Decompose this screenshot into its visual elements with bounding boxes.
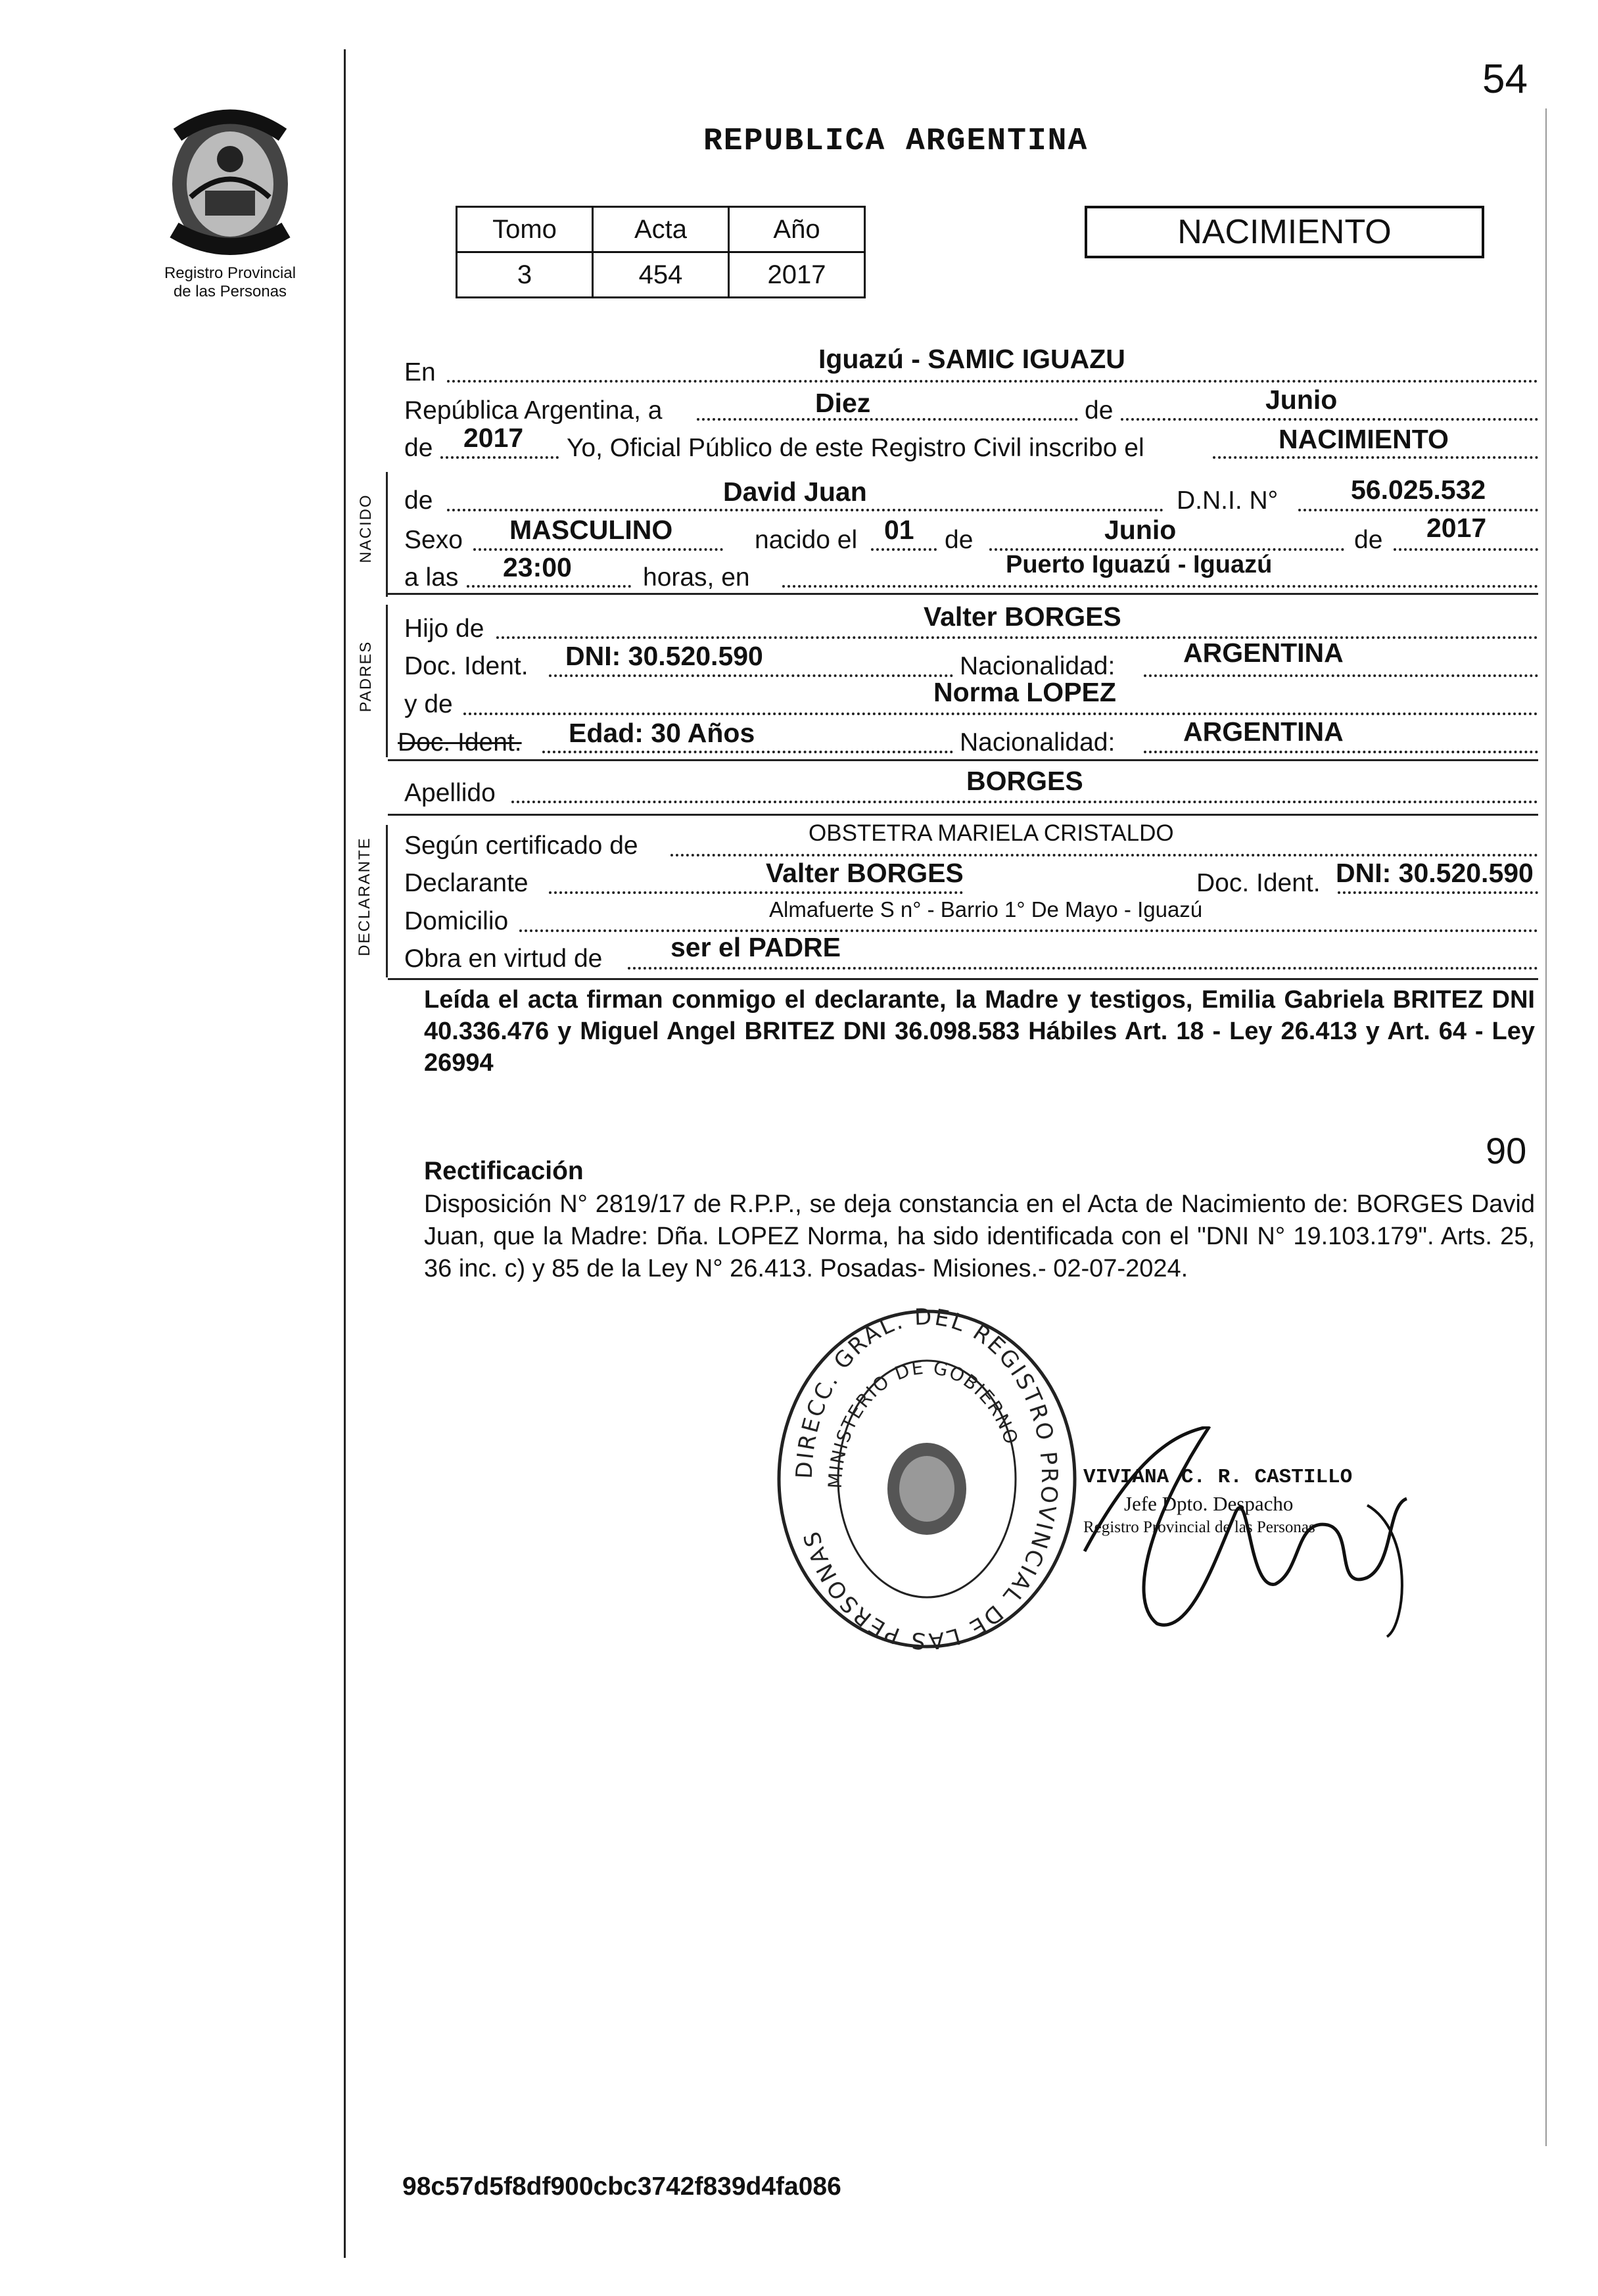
dots [447, 509, 1163, 511]
dots [697, 418, 1078, 421]
dots [1298, 509, 1538, 511]
mother-nationality-label: Nacionalidad: [960, 728, 1116, 757]
y-de-label: y de [404, 690, 453, 718]
logo-caption-line2: de las Personas [173, 283, 287, 300]
yo-text: Yo, Oficial Público de este Registro Civil inscribo el [567, 434, 1144, 462]
dots [1144, 674, 1538, 677]
dots [871, 548, 937, 551]
obra-label: Obra en virtud de [404, 945, 603, 973]
registration-type: NACIMIENTO [1279, 424, 1449, 454]
father-doc: DNI: 30.520.590 [565, 641, 763, 671]
official-stamp [772, 1305, 1081, 1653]
record-id-value-row [457, 252, 865, 298]
dni-label: D.N.I. N° [1177, 486, 1279, 515]
record-id-header-row [457, 207, 865, 252]
father-doc-label: Doc. Ident. [404, 652, 529, 680]
section-label-padres: PADRES [357, 640, 375, 713]
registration-day: Diez [815, 388, 871, 418]
closing-text: Leída el acta firman conmigo el declarante, la Madre y testigos, Emilia Gabriela BRITEZ DNI 40.336.476 y Miguel Angel BRITEZ DNI 36.098.583 Hábiles Art. 18 - Ley 26.413 y Art. 64 - Ley 26994 [424, 986, 1535, 1077]
page-number: 54 [1482, 57, 1528, 102]
stamp-inner-text: MINISTERIO DE GOBIERNO [824, 1356, 1023, 1489]
nacido-el-label: nacido el [755, 526, 858, 554]
dots [1121, 418, 1538, 421]
tomo-header: Tomo [457, 207, 593, 252]
rectificacion-title: Rectificación [424, 1157, 584, 1185]
nacido-bracket [386, 472, 388, 597]
dots [511, 801, 1538, 803]
father-name: Valter BORGES [924, 601, 1121, 632]
dots [447, 380, 1538, 383]
birth-month: Junio [1104, 515, 1177, 545]
apellido-value: BORGES [966, 766, 1083, 796]
dots [1394, 548, 1538, 551]
certificado-value: OBSTETRA MARIELA CRISTALDO [809, 820, 1174, 846]
signature-position: Jefe Dpto. Despacho [1124, 1492, 1294, 1515]
domicilio-label: Domicilio [404, 907, 509, 935]
declarante-doc: DNI: 30.520.590 [1336, 858, 1534, 888]
dots [549, 891, 963, 894]
acta-header: Acta [593, 207, 729, 252]
document-title: REPUBLICA ARGENTINA [703, 124, 1089, 159]
sexo-label: Sexo [404, 526, 463, 554]
birth-day: 01 [884, 515, 914, 545]
dots [670, 854, 1538, 856]
section-divider [388, 759, 1538, 761]
dots [440, 456, 559, 459]
dots [1338, 891, 1538, 894]
en-label: En [404, 358, 436, 387]
republica-label: República Argentina, a [404, 396, 663, 425]
rectificacion-number: 90 [1486, 1130, 1527, 1171]
de2-label: de [404, 434, 433, 462]
place-of-registration: Iguazú - SAMIC IGUAZU [818, 344, 1125, 374]
dots [549, 674, 953, 677]
record-id-table [456, 206, 866, 298]
declarante-label: Declarante [404, 869, 529, 897]
child-sex: MASCULINO [509, 515, 673, 545]
child-name: David Juan [723, 477, 867, 507]
logo-caption-line1: Registro Provincial [164, 264, 296, 282]
signature-name: VIVIANA C. R. CASTILLO [1083, 1466, 1353, 1489]
dots [1213, 456, 1538, 459]
mother-doc-label-struck: Doc. Ident. [398, 728, 522, 757]
de-label: de [945, 526, 974, 554]
section-label-declarante: DECLARANTE [356, 837, 373, 956]
dots [628, 967, 1538, 970]
right-margin-line [1545, 108, 1547, 2146]
stamp-outer-text: DIRECC. GRAL. DEL REGISTRO PROVINCIAL DE LAS PERSONAS [791, 1305, 1063, 1653]
dots [496, 636, 1538, 639]
dots [782, 585, 1538, 588]
a-las-label: a las [404, 563, 459, 592]
anio-header: Año [729, 207, 865, 252]
father-nationality: ARGENTINA [1183, 638, 1344, 668]
document-hash: 98c57d5f8df900cbc3742f839d4fa086 [402, 2172, 841, 2201]
domicilio-value: Almafuerte S n° - Barrio 1° De Mayo - Iguazú [769, 897, 1203, 922]
child-dni: 56.025.532 [1351, 475, 1486, 505]
declarante-doc-label: Doc. Ident. [1196, 869, 1321, 897]
registration-year: 2017 [463, 423, 524, 453]
section-label-nacido: NACIDO [357, 494, 375, 563]
left-margin-line [344, 49, 346, 2258]
section-divider [388, 593, 1538, 595]
section-divider [388, 978, 1538, 980]
logo-caption [118, 264, 342, 301]
de-label: de [1354, 526, 1383, 554]
anio-value: 2017 [729, 252, 865, 298]
birth-time: 23:00 [503, 552, 572, 582]
obra-value: ser el PADRE [670, 932, 841, 962]
province-seal-logo [151, 99, 309, 263]
dots [467, 585, 631, 588]
mother-nationality: ARGENTINA [1183, 716, 1344, 747]
dots [473, 548, 723, 551]
horas-en-label: horas, en [643, 563, 750, 592]
nacido-de-label: de [404, 486, 433, 515]
certificado-label: Según certificado de [404, 832, 638, 860]
registration-month: Junio [1265, 385, 1338, 415]
signature-office: Registro Provincial de las Personas [1083, 1518, 1315, 1536]
rectificacion-body: Disposición N° 2819/17 de R.P.P., se deja constancia en el Acta de Nacimiento de: BORGES David Juan, que la Madre: Dña. LOPEZ Norma, ha sido identificada con el "DNI N° 19.103.179". Arts. 25, 36 inc. c) y 85 de la Ley N° 26.413. Posadas- Misiones.- 02-07-2024. [424, 1190, 1535, 1282]
mother-name: Norma LOPEZ [933, 677, 1116, 707]
section-divider [388, 814, 1538, 816]
declarante-name: Valter BORGES [766, 858, 964, 888]
dots [542, 751, 953, 753]
declarante-bracket [386, 825, 388, 977]
record-type-box: NACIMIENTO [1085, 206, 1484, 258]
birth-place: Puerto Iguazú - Iguazú [1006, 551, 1273, 578]
mother-age: Edad: 30 Años [569, 718, 755, 748]
dots [1144, 751, 1538, 753]
hijo-de-label: Hijo de [404, 615, 484, 643]
de-label: de [1085, 396, 1114, 425]
apellido-label: Apellido [404, 779, 496, 807]
dots [463, 713, 1538, 715]
father-nationality-label: Nacionalidad: [960, 652, 1116, 680]
tomo-value: 3 [457, 252, 593, 298]
acta-value: 454 [593, 252, 729, 298]
padres-bracket [386, 605, 388, 757]
birth-year: 2017 [1426, 513, 1487, 543]
